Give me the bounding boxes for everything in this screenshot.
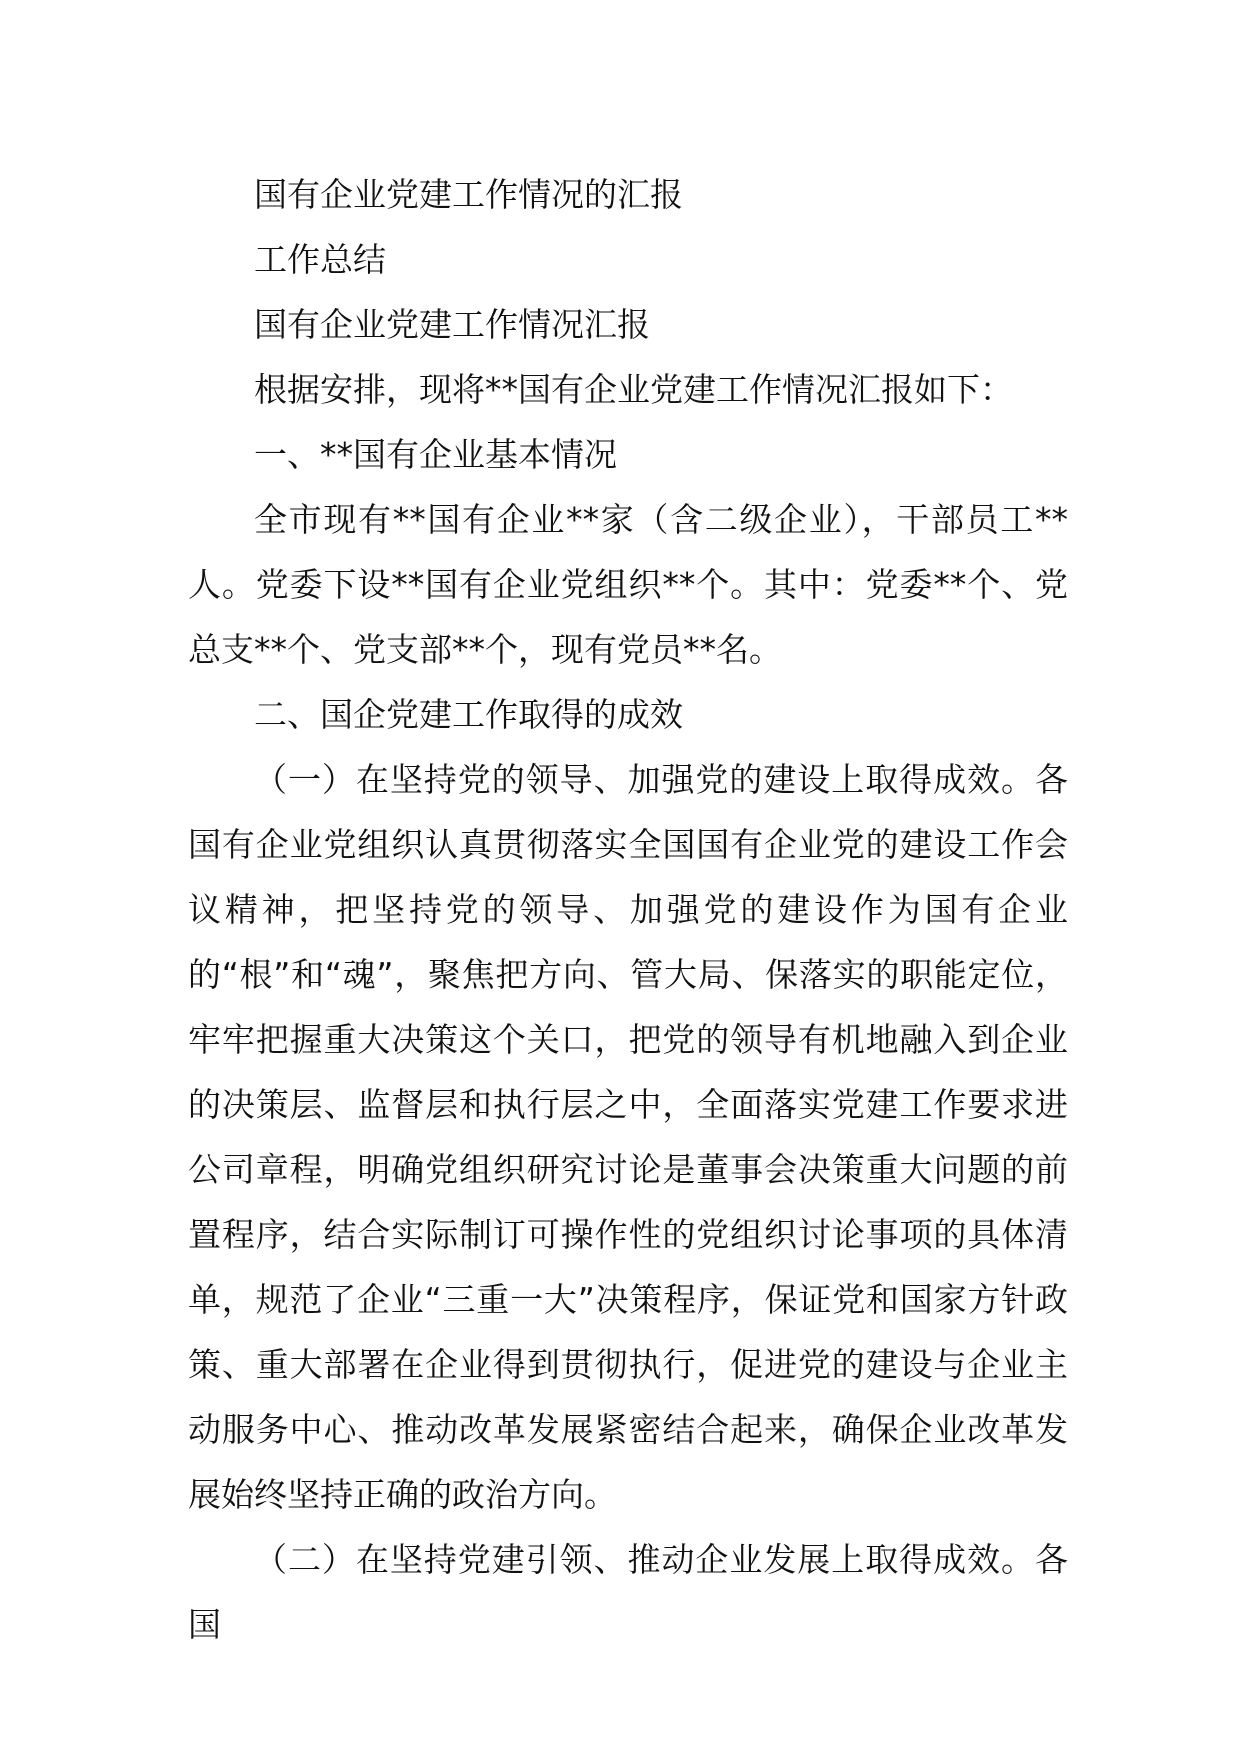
body-paragraph: （一）在坚持党的领导、加强党的建设上取得成效。各国有企业党组织认真贯彻落实全国国有企业党的建设工作会议精神，把坚持党的领导、加强党的建设作为国有企业的“根”和“魂”，聚焦把方向、管大局、保落实的职能定位，牢牢把握重大决策这个关口，把党的领导有机地融入到企业的决策层、监督层和执行层之中，全面落实党建工作要求进公司章程，明确党组织研究讨论是董事会决策重大问题的前置程序，结合实际制订可操作性的党组织讨论事项的具体清单，规范了企业“三重一大”决策程序，保证党和国家方针政策、重大部署在企业得到贯彻执行，促进党的建设与企业主动服务中心、推动改革发展紧密结合起来，确保企业改革发展始终坚持正确的政治方向。	[188, 760, 1068, 1514]
document-body	[188, 162, 1068, 1657]
intro-paragraph: 根据安排，现将**国有企业党建工作情况汇报如下：	[254, 370, 1013, 409]
section-heading: 二、国企党建工作取得的成效	[254, 695, 683, 734]
section-heading: 一、**国有企业基本情况	[254, 435, 617, 474]
document-category: 工作总结	[254, 240, 386, 279]
body-paragraph: （二）在坚持党建引领、推动企业发展上取得成效。各国	[188, 1540, 1068, 1644]
document-title: 国有企业党建工作情况的汇报	[254, 175, 683, 214]
body-paragraph: 全市现有**国有企业**家（含二级企业），干部员工**人。党委下设**国有企业党组织**个。其中：党委**个、党总支**个、党支部**个，现有党员**名。	[188, 500, 1068, 669]
document-subtitle: 国有企业党建工作情况汇报	[254, 305, 650, 344]
